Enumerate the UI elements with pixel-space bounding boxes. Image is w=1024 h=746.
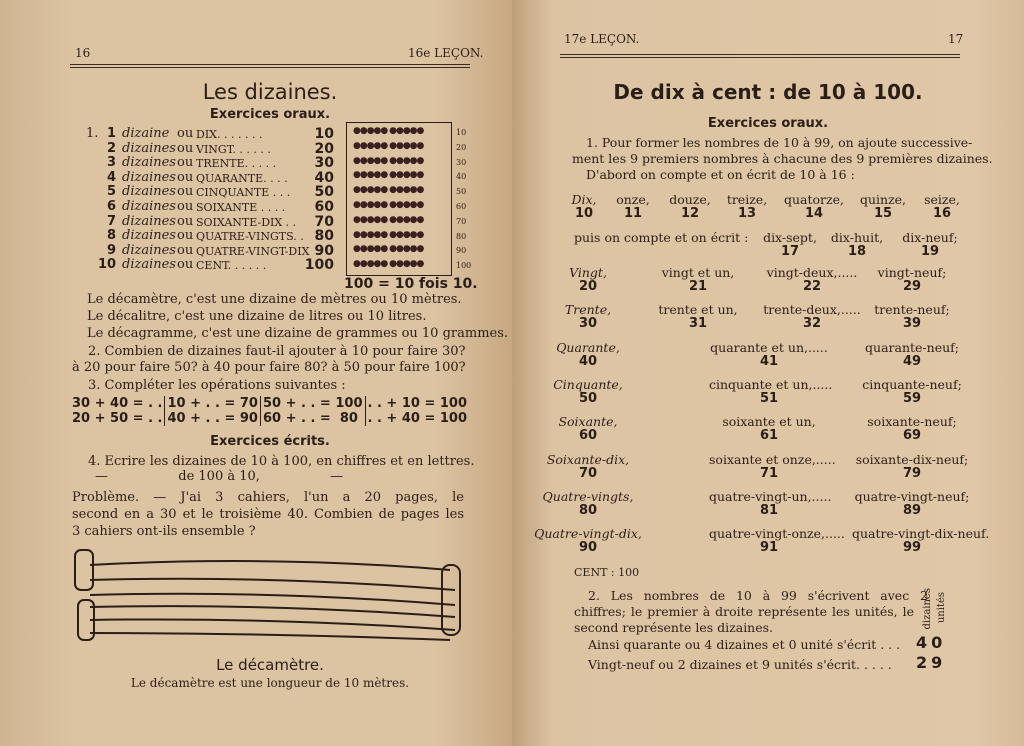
number-digits: 99 xyxy=(902,540,922,556)
dot-row-label: 20 xyxy=(456,142,467,152)
number-word: quatre-vingt-dix-neuf. xyxy=(852,526,990,542)
list-ou: ou xyxy=(177,169,194,185)
puis-line: puis on compte et on écrit : xyxy=(574,230,749,245)
section-heading: Exercices oraux. xyxy=(707,116,829,131)
number-word: soixante-neuf; xyxy=(867,414,957,430)
list-number: 6 xyxy=(107,199,117,214)
operation: 40 + . . = 90 xyxy=(165,411,260,426)
number-digits: 69 xyxy=(902,428,922,444)
explanation-line: 2. Les nombres de 10 à 99 s'écrivent avec 2 xyxy=(588,588,928,603)
paragraph: 3. Compléter les opérations suivantes : xyxy=(88,378,346,393)
problem-line: Problème. — J'ai 3 cahiers, l'un a 20 pages, le xyxy=(72,490,464,505)
number-digits: 60 xyxy=(578,428,598,444)
list-number: 3 xyxy=(107,155,117,171)
number-digits: 29 xyxy=(902,279,922,294)
number-word: seize, xyxy=(924,192,960,207)
number-digits: 14 xyxy=(804,206,824,221)
number-word: Soixante, xyxy=(558,414,618,430)
list-value: 20 xyxy=(314,140,334,157)
number-digits: 16 xyxy=(932,206,952,221)
number-digits: 79 xyxy=(902,465,922,481)
list-word: dizaines xyxy=(122,155,176,171)
dot-row-label: 40 xyxy=(456,172,467,182)
number-digits: 39 xyxy=(902,316,922,332)
paragraph: Le décalitre, c'est une dizaine de litres ou 10 litres. xyxy=(87,309,427,324)
list-number: 4 xyxy=(107,169,117,185)
number-digits: 40 xyxy=(578,353,598,369)
operations-table xyxy=(70,396,469,426)
list-ou: ou xyxy=(177,155,194,171)
number-word: quatorze, xyxy=(784,192,844,207)
header-rule xyxy=(70,64,470,68)
number-digits: 41 xyxy=(759,353,779,369)
operation: 20 + 50 = . . xyxy=(70,411,165,426)
number-digits: 89 xyxy=(902,502,922,518)
section-heading: Exercices écrits. xyxy=(210,434,330,449)
dot-row-label: 90 xyxy=(456,246,467,256)
list-number: 7 xyxy=(107,213,117,229)
dot-row-label: 50 xyxy=(456,187,467,197)
running-header: 17e LEÇON. xyxy=(564,32,640,46)
exercise-4-continued: — de 100 à 10, — xyxy=(95,469,344,484)
running-header: 16e LEÇON. xyxy=(408,46,484,60)
number-digits: 90 xyxy=(578,540,598,556)
number-word: soixante et un, xyxy=(722,414,816,430)
dot-row: ●●●●● ●●●●● xyxy=(353,244,424,255)
list-prefix: 1. xyxy=(86,126,99,141)
dot-row: ●●●●● ●●●●● xyxy=(353,185,424,196)
operation: 60 + . . = 80 xyxy=(260,411,365,426)
dot-grid-figure xyxy=(346,122,452,276)
number-word: cinquante et un,..... xyxy=(709,376,833,392)
number-digits: 49 xyxy=(902,353,922,369)
number-digits: 10 xyxy=(574,206,594,221)
number-word: Soixante-dix, xyxy=(546,451,630,467)
number-word: Dix, xyxy=(571,192,597,207)
list-value: 60 xyxy=(314,199,334,215)
intro-line: 1. Pour former les nombres de 10 à 99, on ajoute successive- xyxy=(586,135,973,150)
dot-row-label: 60 xyxy=(456,202,467,211)
number-digits: 12 xyxy=(680,206,700,221)
list-word: dizaines xyxy=(122,242,176,258)
right-page xyxy=(512,0,1024,746)
list-number: 2 xyxy=(107,140,117,156)
list-word: dizaines xyxy=(122,228,176,244)
figure-title: Le décamètre. xyxy=(216,656,324,674)
column-label: unités xyxy=(936,592,947,624)
cent-line: CENT : 100 xyxy=(574,566,640,579)
column-label: dizaines xyxy=(922,588,933,630)
operation: . . + 40 = 100 xyxy=(367,411,468,426)
list-ou: ou xyxy=(177,213,194,229)
number-word: treize, xyxy=(726,192,768,207)
operation: 50 + . . = 100 xyxy=(260,396,365,411)
number-word: Quatre-vingt-dix, xyxy=(534,526,642,542)
paragraph: Le décagramme, c'est une dizaine de grammes ou 10 grammes. xyxy=(87,326,509,341)
number-digits: 11 xyxy=(623,206,643,221)
number-digits: 70 xyxy=(578,465,598,481)
list-value: 80 xyxy=(314,228,334,245)
intro-line: ment les 9 premiers nombres à chacune des 9 premières dizaines. xyxy=(572,151,993,166)
number-word: vingt-deux,..... xyxy=(766,265,858,280)
page-title: De dix à cent : de 10 à 100. xyxy=(613,80,923,104)
list-name: SOIXANTE-DIX . . xyxy=(196,215,297,229)
number-word: quatre-vingt-neuf; xyxy=(854,488,970,504)
section-heading: Exercices oraux. xyxy=(209,107,331,122)
list-ou: ou xyxy=(177,199,194,214)
number-digits: 81 xyxy=(759,502,779,518)
list-word: dizaines xyxy=(122,213,176,229)
number-digits: 32 xyxy=(802,316,822,332)
number-word: quinze, xyxy=(859,192,907,207)
number-word: dix-huit, xyxy=(830,230,884,245)
list-number: 1 xyxy=(107,126,117,141)
list-word: dizaine xyxy=(122,126,170,141)
page-number: 16 xyxy=(75,46,91,60)
number-word: vingt et un, xyxy=(661,265,735,280)
number-word: quarante et un,..... xyxy=(710,339,828,355)
list-word: dizaines xyxy=(122,184,176,200)
list-ou: ou xyxy=(177,140,194,156)
explanation-line: second représente les dizaines. xyxy=(574,620,774,635)
dot-row: ●●●●● ●●●●● xyxy=(353,155,424,166)
list-name: VINGT. . . . . . xyxy=(196,142,271,156)
number-word: douze, xyxy=(669,192,711,207)
operations-row xyxy=(70,396,469,411)
header-rule xyxy=(560,54,960,58)
number-digits: 59 xyxy=(902,390,922,406)
operation: . . + 10 = 100 xyxy=(367,396,468,411)
number-digits: 50 xyxy=(578,390,598,406)
list-value: 90 xyxy=(314,242,334,259)
number-word: trente et un, xyxy=(658,302,738,318)
number-digits: 51 xyxy=(759,390,779,406)
example-text: Vingt-neuf ou 2 dizaines et 9 unités s'écrit. . . . . xyxy=(588,657,892,672)
number-digits: 21 xyxy=(688,279,708,294)
number-digits: 61 xyxy=(759,428,779,444)
list-ou: ou xyxy=(177,257,194,273)
number-word: trente-deux,..... xyxy=(763,302,861,318)
figure-caption: 100 = 10 fois 10. xyxy=(344,276,478,292)
list-value: 100 xyxy=(304,257,334,274)
number-word: Quarante, xyxy=(556,339,620,355)
operation: 30 + 40 = . . xyxy=(70,396,165,411)
page-number: 17 xyxy=(948,32,964,46)
number-word: soixante et onze,..... xyxy=(709,451,836,467)
number-digits: 15 xyxy=(873,206,893,221)
explanation-line: chiffres; le premier à droite représente les unités, le xyxy=(574,604,914,619)
dot-row-label: 10 xyxy=(456,128,467,137)
number-digits: 18 xyxy=(847,244,867,259)
list-number: 8 xyxy=(107,228,117,244)
dot-row-label: 70 xyxy=(456,216,467,226)
number-word: Quatre-vingts, xyxy=(542,488,634,504)
list-word: dizaines xyxy=(122,199,176,214)
dot-row: ●●●●● ●●●●● xyxy=(353,126,424,136)
figure-caption: Le décamètre est une longueur de 10 mètres. xyxy=(130,676,410,690)
number-word: dix-neuf; xyxy=(902,230,958,245)
list-word: dizaines xyxy=(122,169,176,185)
number-word: dix-sept, xyxy=(763,230,817,245)
decameter-chain-illustration xyxy=(70,545,470,650)
list-value: 40 xyxy=(314,169,334,186)
list-value: 10 xyxy=(314,126,334,142)
operation: 10 + . . = 70 xyxy=(165,396,260,411)
number-digits: 20 xyxy=(578,279,598,294)
list-name: DIX. . . . . . . xyxy=(196,128,263,141)
number-digits: 17 xyxy=(780,244,800,259)
list-word: dizaines xyxy=(122,140,176,156)
number-word: trente-neuf; xyxy=(874,302,950,318)
example-number: 40 xyxy=(916,633,947,652)
number-word: onze, xyxy=(616,192,650,207)
list-name: QUATRE-VINGTS. . xyxy=(196,230,304,244)
paragraph: Le décamètre, c'est une dizaine de mètres ou 10 mètres. xyxy=(87,292,462,307)
dot-row: ●●●●● ●●●●● xyxy=(353,259,424,270)
list-name: CENT. . . . . . xyxy=(196,259,267,273)
number-digits: 22 xyxy=(802,279,822,294)
number-digits: 80 xyxy=(578,502,598,518)
number-digits: 30 xyxy=(578,316,598,332)
example-number: 29 xyxy=(916,653,947,672)
list-ou: ou xyxy=(177,228,194,244)
number-digits: 31 xyxy=(688,316,708,332)
list-value: 30 xyxy=(314,155,334,172)
dot-row: ●●●●● ●●●●● xyxy=(353,140,424,151)
paragraph: à 20 pour faire 50? à 40 pour faire 80? à 50 pour faire 100? xyxy=(72,360,466,375)
dot-row: ●●●●● ●●●●● xyxy=(353,170,424,181)
problem-line: second en a 30 et le troisième 40. Combien de pages les xyxy=(72,507,464,522)
list-name: CINQUANTE . . . xyxy=(196,186,291,200)
dot-row-label: 100 xyxy=(456,261,472,271)
example-text: Ainsi quarante ou 4 dizaines et 0 unité s'écrit . . . xyxy=(588,637,901,652)
number-digits: 71 xyxy=(759,465,779,481)
number-digits: 19 xyxy=(920,244,940,259)
dot-row: ●●●●● ●●●●● xyxy=(353,214,424,225)
dot-row: ●●●●● ●●●●● xyxy=(353,229,424,240)
number-digits: 91 xyxy=(759,540,779,556)
dot-row: ●●●●● ●●●●● xyxy=(353,200,424,210)
list-word: dizaines xyxy=(122,257,176,273)
list-ou: ou xyxy=(177,242,194,258)
operations-row xyxy=(70,411,469,426)
list-ou: ou xyxy=(177,126,194,141)
list-name: QUATRE-VINGT-DIX xyxy=(196,244,310,258)
number-word: quarante-neuf; xyxy=(865,339,959,355)
page-title: Les dizaines. xyxy=(202,80,338,104)
list-number: 5 xyxy=(107,184,117,200)
number-word: Vingt, xyxy=(569,265,607,280)
number-word: quatre-vingt-onze,..... xyxy=(709,526,845,542)
list-ou: ou xyxy=(177,184,194,200)
intro-line: D'abord on compte et on écrit de 10 à 16 : xyxy=(586,167,855,182)
number-word: quatre-vingt-un,..... xyxy=(709,488,832,504)
exercise-4: 4. Ecrire les dizaines de 10 à 100, en chiffres et en lettres. xyxy=(88,454,475,469)
number-word: Cinquante, xyxy=(553,376,623,392)
dot-row-label: 30 xyxy=(456,157,467,167)
list-name: TRENTE. . . . . xyxy=(196,157,277,171)
number-word: cinquante-neuf; xyxy=(862,376,962,392)
list-name: SOIXANTE . . . . xyxy=(196,201,286,214)
paragraph: 2. Combien de dizaines faut-il ajouter à 10 pour faire 30? xyxy=(88,344,466,359)
problem-line: 3 cahiers ont-ils ensemble ? xyxy=(72,524,256,539)
list-value: 50 xyxy=(314,184,334,201)
number-word: vingt-neuf; xyxy=(877,265,947,280)
number-digits: 13 xyxy=(737,206,757,221)
list-name: QUARANTE. . . . xyxy=(196,171,288,185)
list-number: 10 xyxy=(98,257,117,273)
number-word: soixante-dix-neuf; xyxy=(855,451,969,467)
list-number: 9 xyxy=(107,242,117,258)
number-word: Trente, xyxy=(564,302,612,318)
list-value: 70 xyxy=(314,213,334,230)
dot-row-label: 80 xyxy=(456,231,467,241)
